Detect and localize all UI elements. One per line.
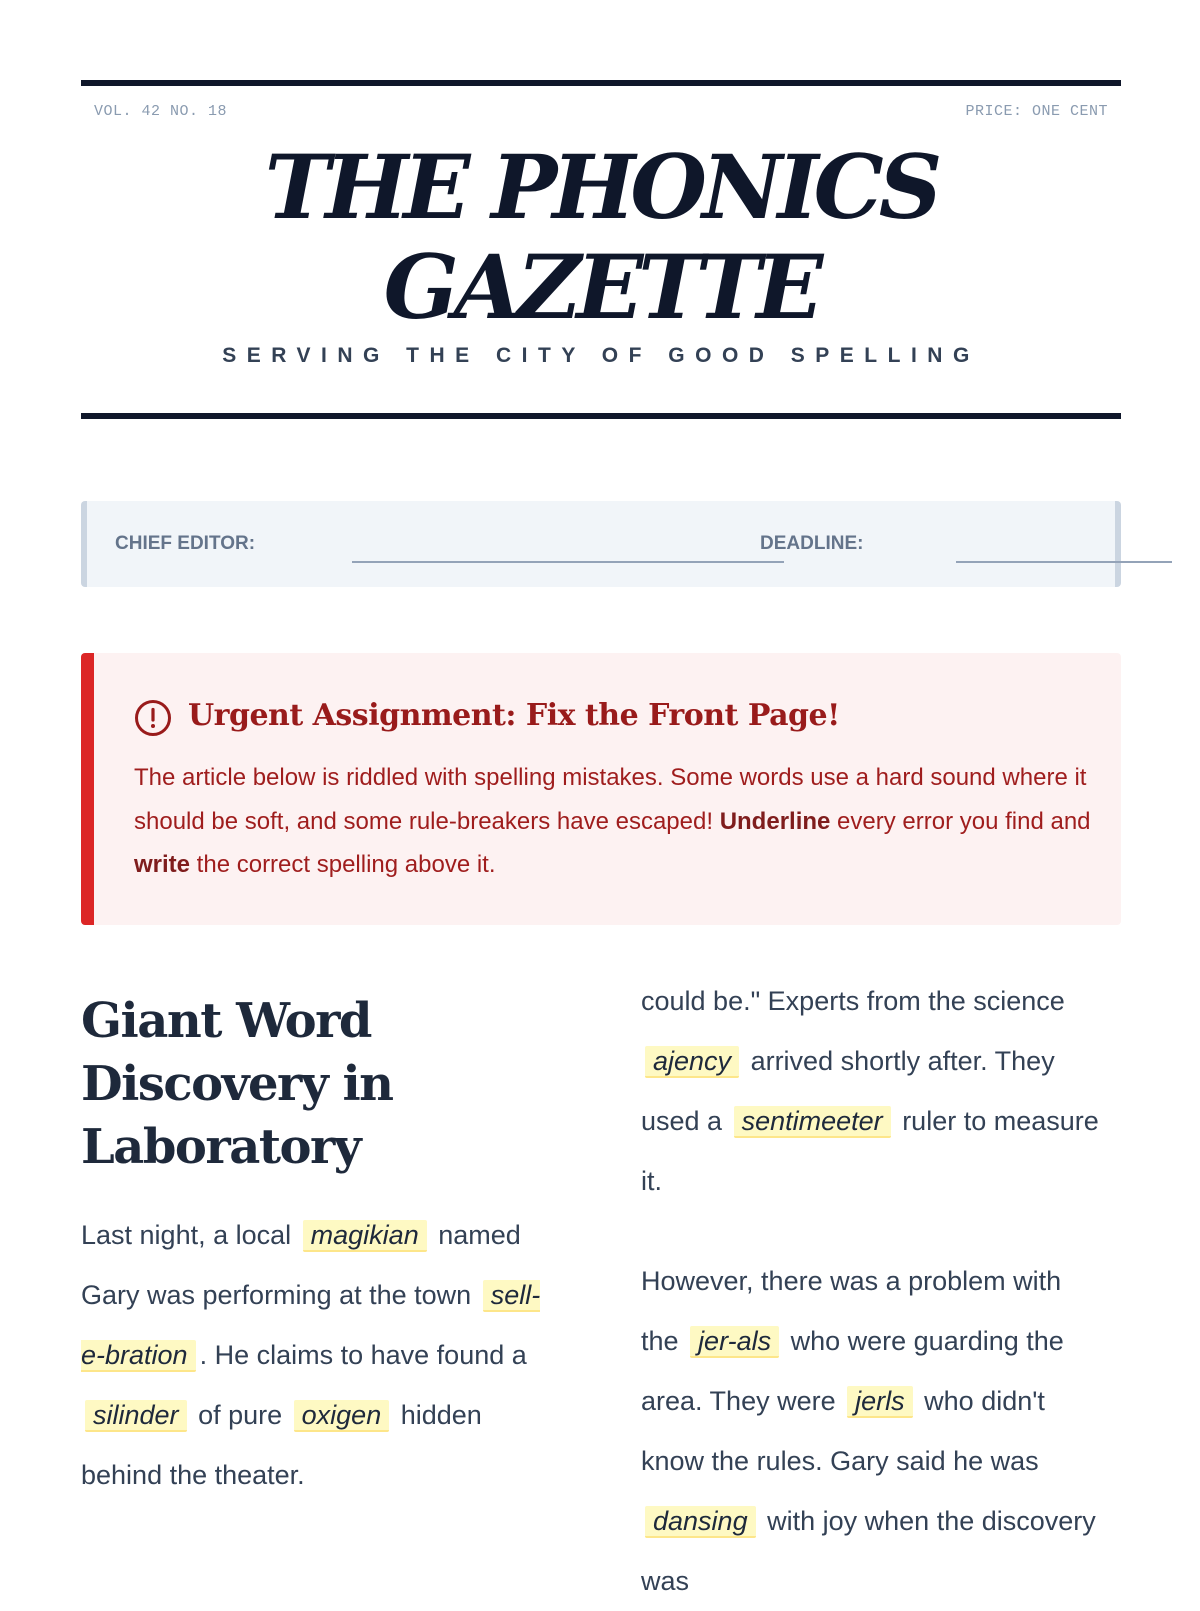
newspaper-title: THE PHONICS GAZETTE	[264, 135, 938, 339]
paragraph-text: ruler to measure it.	[641, 1106, 1099, 1196]
price-label: PRICE: ONE CENT	[965, 103, 1108, 120]
paragraph-text: of pure	[198, 1400, 283, 1430]
article-paragraph-2	[641, 971, 1101, 1211]
alert-title: Urgent Assignment: Fix the Front Page!	[188, 698, 840, 733]
paragraph-text: Last night, a local	[81, 1220, 292, 1250]
alert-body-text-2: every error you find and	[830, 807, 1091, 835]
paragraph-text: hidden behind the theater.	[81, 1400, 482, 1490]
underline-keyword: Underline	[719, 807, 831, 835]
deadline-label: DEADLINE:	[760, 533, 864, 554]
paragraph-text: could be." Experts from the science	[641, 986, 1065, 1016]
misspelled-word[interactable]: silinder	[85, 1400, 187, 1432]
paragraph-text: named Gary was performing at the town	[81, 1220, 521, 1310]
paragraph-text: However, there was a problem with the	[641, 1266, 1062, 1356]
masthead-bottom-rule	[81, 413, 1121, 419]
article-headline: Giant Word Discovery in Laboratory	[81, 993, 393, 1175]
misspelled-word[interactable]: jer-als	[690, 1326, 779, 1358]
alert-body-text-3: the correct spelling above it.	[190, 851, 496, 878]
alert-circle-icon	[134, 699, 172, 737]
volume-number: VOL. 42 NO. 18	[94, 103, 228, 120]
paragraph-text: with joy when the discovery was	[641, 1506, 1096, 1596]
masthead-top-rule	[81, 80, 1121, 86]
misspelled-word[interactable]: magikian	[303, 1220, 427, 1252]
misspelled-word[interactable]: ajency	[645, 1046, 739, 1078]
article-column-right	[641, 986, 1101, 1611]
misspelled-word[interactable]: sell-e-bration	[81, 1280, 541, 1370]
article-column-left	[81, 990, 541, 1505]
misspelled-word[interactable]: dansing	[645, 1506, 756, 1538]
assignment-alert	[81, 653, 1121, 925]
article-paragraph-1	[81, 1205, 541, 1505]
write-keyword: write	[134, 851, 191, 878]
deadline-field[interactable]	[956, 559, 1172, 563]
paragraph-text: arrived shortly after. They used a	[641, 1046, 1055, 1136]
misspelled-word[interactable]: sentimeeter	[734, 1106, 891, 1138]
alert-body-text: The article below is riddled with spelling mistakes. Some words use a hard sound where it should be soft, and some rule-breakers have escaped!	[134, 764, 1087, 835]
newspaper-tagline: SERVING THE CITY OF GOOD SPELLING	[222, 344, 980, 367]
alert-instructions	[134, 756, 1094, 887]
article-paragraph-3	[641, 1251, 1101, 1611]
editor-info-box	[81, 501, 1121, 587]
paragraph-text: who were guarding the area. They were	[641, 1326, 1064, 1416]
misspelled-word[interactable]: oxigen	[294, 1400, 390, 1432]
paragraph-text: who didn't know the rules. Gary said he was	[641, 1386, 1045, 1476]
chief-editor-field[interactable]	[352, 559, 784, 563]
paragraph-text: . He claims to have found a	[199, 1340, 527, 1370]
chief-editor-label: CHIEF EDITOR:	[115, 533, 256, 554]
misspelled-word[interactable]: jerls	[847, 1386, 913, 1418]
